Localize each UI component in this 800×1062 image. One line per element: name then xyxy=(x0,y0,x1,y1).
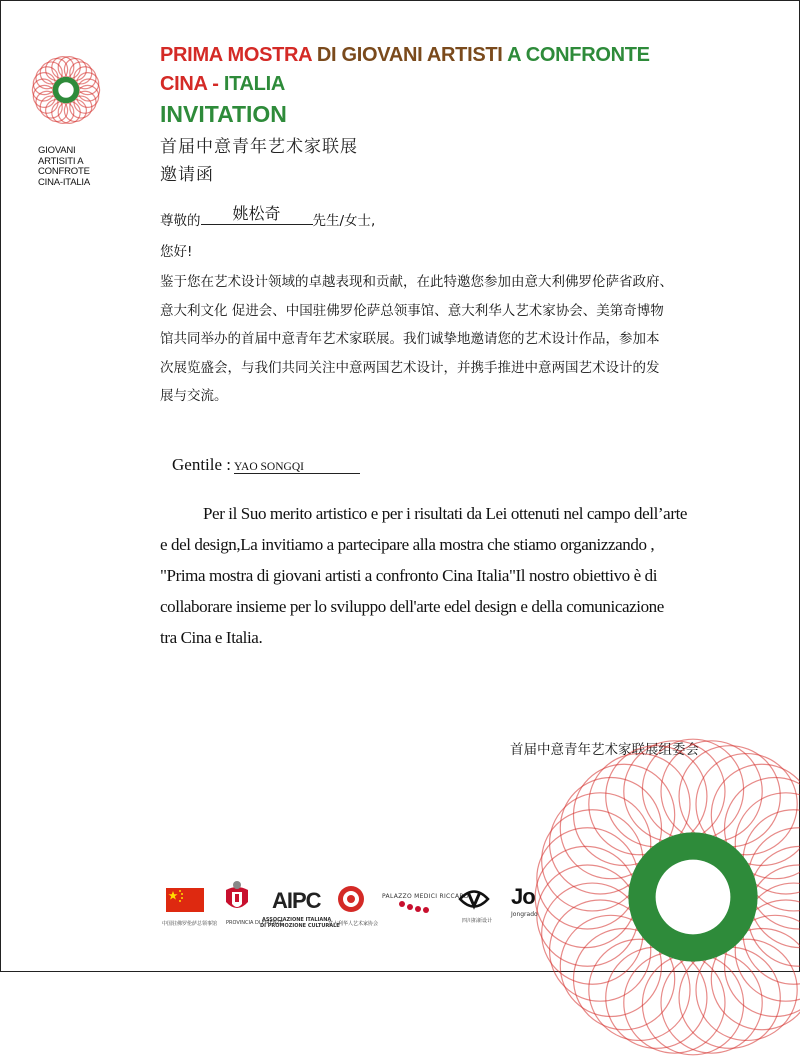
logo-line: CONFROTE xyxy=(38,166,90,177)
chinese-body xyxy=(160,268,780,411)
gentile-label: Gentile : xyxy=(172,455,232,474)
recipient-name-zh: 姚松奇 xyxy=(232,204,281,223)
title-giovani-artisti: DI GIOVANI ARTISTI xyxy=(316,44,503,66)
association-label: 意大利华人艺术家协会 xyxy=(328,921,379,927)
design-studio-eye-icon xyxy=(458,886,490,912)
name-underline xyxy=(201,204,313,225)
chinese-artists-association-icon xyxy=(336,884,366,914)
chinese-title: 首届中意青年艺术家联展 xyxy=(160,137,358,157)
logo-line: CINA-ITALIA xyxy=(38,176,90,188)
decorative-rosette-icon xyxy=(528,732,800,1062)
logo-line: ARTISITI A xyxy=(38,155,84,167)
chinese-subtitle: 邀请函 xyxy=(160,165,214,185)
aipc-sub-1: ASSOCIAZIONE ITALIANA xyxy=(262,917,332,923)
china-flag-stars-icon xyxy=(166,888,204,912)
design-studio-label: 四川拓新设计 xyxy=(462,918,493,924)
chinese-body-line: 意大利文化 促进会、中国驻佛罗伦萨总领事馆、意大利华人艺术家协会、美第奇博物 xyxy=(160,302,664,319)
italian-body-line: tra Cina e Italia. xyxy=(160,628,263,647)
provincia-label: PROVINCIA DI FIRENZE xyxy=(226,920,284,926)
title-line-2 xyxy=(160,73,285,96)
chinese-body-line: 鉴于您在艺术设计领域的卓越表现和贡献，在此特邀您参加由意大利佛罗伦萨省政府、 xyxy=(160,274,673,290)
logo-line: GIOVANI xyxy=(38,145,76,156)
jo-sub-label: Jongrado xyxy=(511,911,538,918)
italian-body-line: "Prima mostra di giovani artisti a confronto Cina Italia"Il nostro obiettivo è di xyxy=(160,566,658,585)
salutation-suffix: 先生/女士, xyxy=(312,213,376,229)
aipc-sub-2: DI PROMOZIONE CULTURALE xyxy=(260,923,340,929)
italian-body-line: e del design,La invitiamo a partecipare alla mostra che stiamo organizzando , xyxy=(160,535,655,554)
provincia-firenze-crest-icon xyxy=(222,880,252,916)
chinese-body-line: 馆共同举办的首届中意青年艺术家联展。我们诚挚地邀请您的艺术设计作品，参加本 xyxy=(160,331,660,347)
palazzo-medici-balls-icon xyxy=(396,900,436,914)
italian-body xyxy=(160,498,770,653)
chinese-salutation xyxy=(160,204,376,229)
title-prima-mostra: PRIMA MOSTRA xyxy=(160,44,312,66)
salutation-prefix: 尊敬的 xyxy=(160,213,201,229)
palazzo-medici-label: PALAZZO MEDICI RICCARDI xyxy=(382,893,471,900)
recipient-name-it: YAO SONGQI xyxy=(234,461,360,474)
title-italia: ITALIA xyxy=(223,73,285,95)
title-invitation: INVITATION xyxy=(160,101,287,127)
chinese-greeting: 您好! xyxy=(160,244,193,260)
italian-body-line: collaborare insieme per lo sviluppo dell'arte edel design e della comunicazione xyxy=(160,597,664,616)
exhibition-logo-icon xyxy=(30,44,110,144)
consulate-label: 中国驻佛罗伦萨总领事馆 xyxy=(162,921,218,927)
title-cina: CINA - xyxy=(160,73,224,95)
logo-text xyxy=(38,146,90,188)
chinese-body-line: 展与交流。 xyxy=(160,388,228,404)
title-line-1 xyxy=(160,44,650,67)
jo-logo: Jo xyxy=(511,884,535,909)
title-a-confronte: A CONFRONTE xyxy=(507,44,650,66)
italian-body-line: Per il Suo merito artistico e per i risultati da Lei ottenuti nel campo dell’arte xyxy=(203,504,688,523)
china-flag-icon xyxy=(166,888,204,912)
italian-salutation xyxy=(172,455,360,475)
organizing-committee: 首届中意青年艺术家联展组委会 xyxy=(510,742,699,758)
aipc-logo: AIPC xyxy=(272,888,321,913)
chinese-body-line: 次展览盛会，与我们共同关注中意两国艺术设计，并携手推进中意两国艺术设计的发 xyxy=(160,359,660,376)
